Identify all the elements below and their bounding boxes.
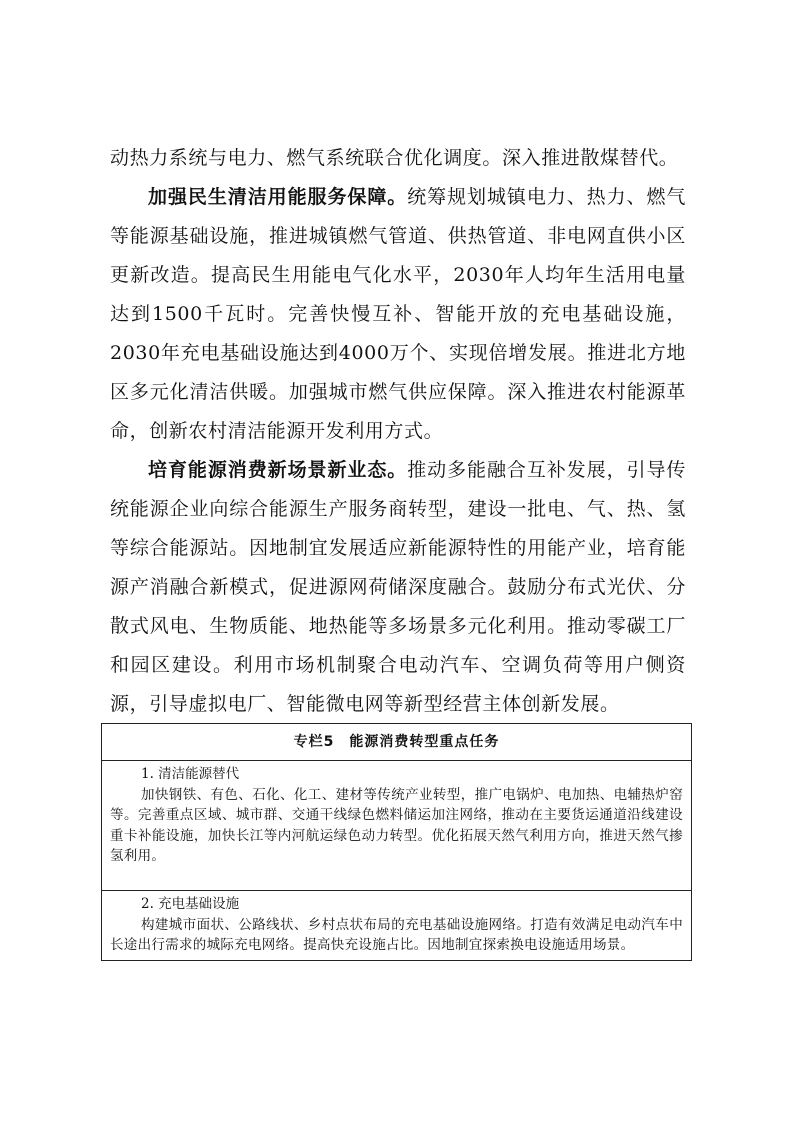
box-section-charging xyxy=(102,891,691,960)
column-box xyxy=(101,723,692,961)
section-heading: 1. 清洁能源替代 xyxy=(141,766,240,782)
paragraph-continuation xyxy=(110,139,686,178)
box-title: 专栏5 能源消费转型重点任务 xyxy=(102,724,691,761)
paragraph-lead: 加强民生清洁用能服务保障。 xyxy=(148,186,408,208)
paragraph-livelihood xyxy=(110,178,686,451)
paragraph-text: 统筹规划城镇电力、热力、燃气等能源基础设施，推进城镇燃气管道、供热管道、非电网直供小区更新改造。提高民生用能电气化水平，2030年人均年生活用电量达到1500千瓦时。完善快慢互补、智能开放的充电基础设施，2030年充电基础设施达到4000万个、实现倍增发展。推进北方地区多元化清洁供暖。加强城市燃气供应保障。深入推进农村能源革命，创新农村清洁能源开发利用方式。 xyxy=(110,186,686,442)
body-text xyxy=(110,139,686,724)
section-heading: 2. 充电基础设施 xyxy=(141,896,240,912)
box-section-clean-energy xyxy=(102,761,691,891)
section-body: 加快钢铁、有色、石化、化工、建材等传统产业转型，推广电锅炉、电加热、电辅热炉窑等。完善重点区域、城市群、交通干线绿色燃料储运加注网络，推动在主要货运通道沿线建设重卡补能设施，加快长江等内河航运绿色动力转型。优化拓展天然气利用方向，推进天然气掺氢利用。 xyxy=(110,786,683,864)
paragraph-lead: 培育能源消费新场景新业态。 xyxy=(148,459,408,481)
section-body: 构建城市面状、公路线状、乡村点状布局的充电基础设施网络。打造有效满足电动汽车中长途出行需求的城际充电网络。提高快充设施占比。因地制宜探索换电设施适用场景。 xyxy=(110,916,683,953)
paragraph-new-scenarios xyxy=(110,451,686,724)
paragraph-text: 推动多能融合互补发展，引导传统能源企业向综合能源生产服务商转型，建设一批电、气、热、氢等综合能源站。因地制宜发展适应新能源特性的用能产业，培育能源产消融合新模式，促进源网荷储深度融合。鼓励分布式光伏、分散式风电、生物质能、地热能等多场景多元化利用。推动零碳工厂和园区建设。利用市场机制聚合电动汽车、空调负荷等用户侧资源，引导虚拟电厂、智能微电网等新型经营主体创新发展。 xyxy=(110,459,686,715)
paragraph-text: 动热力系统与电力、燃气系统联合优化调度。深入推进散煤替代。 xyxy=(110,147,679,169)
